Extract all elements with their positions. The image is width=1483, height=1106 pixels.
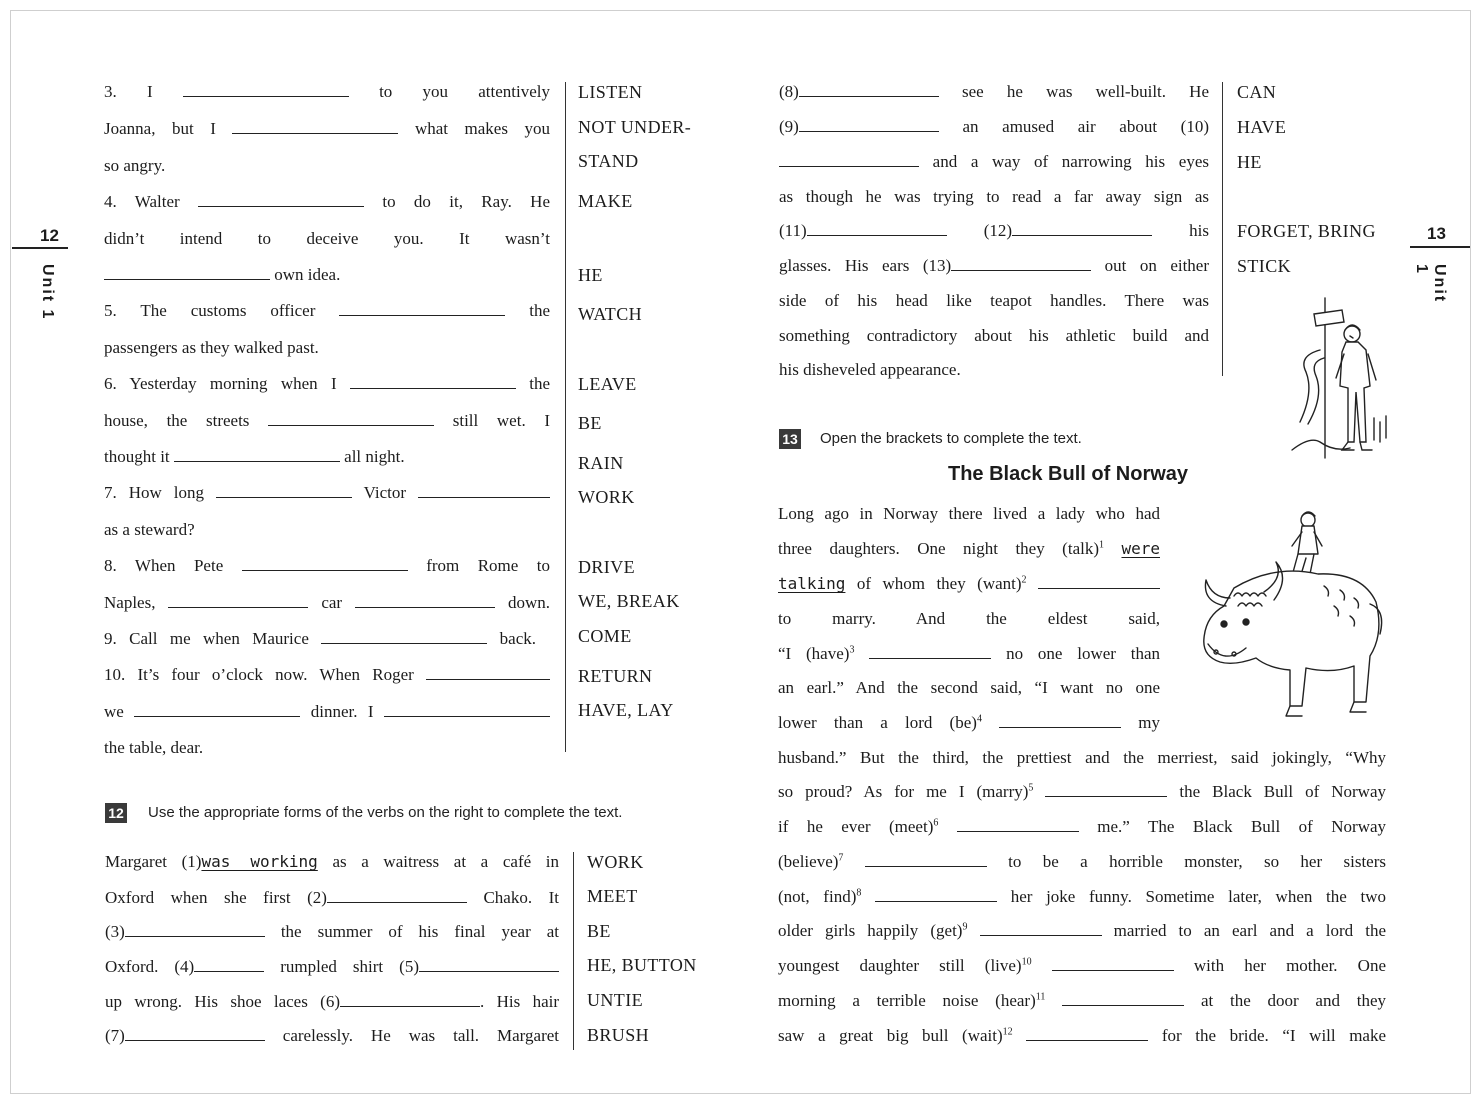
line-4a xyxy=(104,192,550,212)
text: we xyxy=(104,702,124,721)
verb-make: MAKE xyxy=(578,191,633,211)
s-line-14 xyxy=(778,956,1386,976)
text: dinner. I xyxy=(310,702,374,721)
text: morning a terrible noise (hear) xyxy=(778,991,1036,1010)
text: attentively xyxy=(478,82,551,101)
text: my xyxy=(1138,713,1161,732)
s-line-12 xyxy=(778,887,1386,907)
text: thought it xyxy=(104,447,170,466)
text: 3. I xyxy=(104,82,153,101)
line-8a xyxy=(104,556,550,576)
text: down. xyxy=(507,593,551,612)
answer-blank[interactable] xyxy=(232,119,398,134)
s-line-1: Long ago in Norway there lived a lady who had xyxy=(778,504,1160,523)
footnote-marker: 3 xyxy=(849,644,855,656)
verb-leave: LEAVE xyxy=(578,374,637,394)
footnote-marker: 2 xyxy=(1021,574,1027,586)
text: car xyxy=(321,593,343,612)
answer-blank[interactable] xyxy=(198,192,364,207)
verb-untie: UNTIE xyxy=(587,990,643,1010)
verb-have-lay: HAVE, LAY xyxy=(578,700,674,720)
unit-label-right: Unit 1 xyxy=(1413,264,1448,304)
verb-work: WORK xyxy=(578,487,635,507)
text: 10. It’s four o’clock now. When Roger xyxy=(104,665,414,684)
text: married to an earl and a lord the xyxy=(1113,921,1386,940)
text: so proud? As for me I (marry) xyxy=(778,782,1029,801)
line-3c: so angry. xyxy=(104,156,166,175)
answer-blank[interactable] xyxy=(799,82,939,97)
text: (believe) xyxy=(778,852,839,871)
text: saw a great big bull (wait) xyxy=(778,1026,1003,1045)
line-10b xyxy=(104,702,550,722)
line-10a xyxy=(104,665,550,685)
answer-blank[interactable] xyxy=(1045,782,1167,797)
verb-be: BE xyxy=(578,413,602,433)
verb-work: WORK xyxy=(587,852,644,872)
answer-blank[interactable] xyxy=(125,1026,265,1041)
exercise13-number: 13 xyxy=(779,429,801,449)
s-line-10 xyxy=(778,817,1386,837)
r-line-3 xyxy=(779,152,1209,172)
s-line-4: to marry. And the eldest said, xyxy=(778,609,1160,628)
text: 9. Call me when Maurice xyxy=(104,629,309,648)
answer-blank[interactable] xyxy=(174,447,340,462)
text: 8. When Pete xyxy=(104,556,224,575)
answer-blank[interactable] xyxy=(168,593,308,608)
line-7b: as a steward? xyxy=(104,520,195,539)
line-5a xyxy=(104,301,550,321)
answer-blank[interactable] xyxy=(869,644,991,659)
verb-meet: MEET xyxy=(587,886,638,906)
answer-blank[interactable] xyxy=(807,221,947,236)
answer-blank[interactable] xyxy=(980,921,1102,936)
text: if he ever (meet) xyxy=(778,817,934,836)
text: for the bride. “I will make xyxy=(1161,1026,1387,1045)
answer-blank[interactable] xyxy=(1038,574,1160,589)
answer-blank[interactable] xyxy=(799,117,939,132)
answer-blank[interactable] xyxy=(242,556,408,571)
verb-return: RETURN xyxy=(578,666,653,686)
text: 5. The customs officer xyxy=(104,301,316,320)
text: 4. Walter xyxy=(104,192,180,211)
text: own idea. xyxy=(274,265,341,284)
footnote-marker: 8 xyxy=(856,887,862,899)
line-4c xyxy=(104,265,340,285)
text: the xyxy=(529,374,551,393)
text: me.” The Black Bull of Norway xyxy=(1097,817,1387,836)
ex12-line-3 xyxy=(105,922,559,942)
r-line-8: something contradictory about his athletic build and xyxy=(779,326,1209,345)
r-line-1 xyxy=(779,82,1209,102)
text: see he was well-built. He xyxy=(962,82,1209,101)
line-10c: the table, dear. xyxy=(104,738,204,757)
text: no one lower than xyxy=(1006,644,1161,663)
verb-be: BE xyxy=(587,921,611,941)
line-6c xyxy=(104,447,405,467)
text: at the door and they xyxy=(1200,991,1387,1010)
answer-blank[interactable] xyxy=(426,665,550,680)
answer-blank[interactable] xyxy=(134,702,300,717)
text: Naples, xyxy=(104,593,156,612)
s-line-3 xyxy=(778,574,1160,594)
s-line-16 xyxy=(778,1026,1386,1046)
footnote-marker: 9 xyxy=(962,921,968,933)
answer-blank[interactable] xyxy=(183,82,349,97)
answer-blank[interactable] xyxy=(999,713,1121,728)
text: (8) xyxy=(779,82,799,101)
text: back. xyxy=(499,629,536,648)
text: 7. How long xyxy=(104,483,204,502)
text: three daughters. One night they (talk) xyxy=(778,539,1099,558)
page-tab-rule-right xyxy=(1410,246,1470,248)
text: out on either xyxy=(1104,256,1210,275)
text: you xyxy=(422,82,449,101)
answer-blank[interactable] xyxy=(1012,221,1152,236)
verb-brush: BRUSH xyxy=(587,1025,650,1045)
text: glasses. His ears (13) xyxy=(779,256,952,275)
text: house, the streets xyxy=(104,411,250,430)
text: rumpled shirt (5) xyxy=(280,957,419,976)
footnote-marker: 7 xyxy=(838,852,844,864)
verb-not-under: NOT UNDER- xyxy=(578,117,692,137)
footnote-marker: 11 xyxy=(1035,991,1046,1003)
text: Oxford. (4) xyxy=(105,957,195,976)
answer-blank[interactable] xyxy=(875,887,997,902)
answer-blank[interactable] xyxy=(1062,991,1184,1006)
verb-he: HE xyxy=(1237,152,1262,172)
verb-come: COME xyxy=(578,626,632,646)
s-line-7 xyxy=(778,713,1160,733)
text: (9) xyxy=(779,117,799,136)
text: . His hair xyxy=(480,992,560,1011)
line-6b xyxy=(104,411,550,431)
footnote-marker: 12 xyxy=(1002,1026,1013,1038)
text: youngest daughter still (live) xyxy=(778,956,1022,975)
ex12-line-1 xyxy=(105,852,559,872)
s-line-11 xyxy=(778,852,1386,872)
verb-forget-bring: FORGET, BRING xyxy=(1237,221,1376,241)
s-line-15 xyxy=(778,991,1386,1011)
verb-column-divider-left xyxy=(565,82,566,752)
answer-blank[interactable] xyxy=(1052,956,1174,971)
answer-blank[interactable] xyxy=(104,265,270,280)
verb-he-button: HE, BUTTON xyxy=(587,955,697,975)
answer-blank[interactable] xyxy=(216,483,352,498)
text: lower than a lord (be) xyxy=(778,713,977,732)
text: (11) xyxy=(779,221,807,240)
answer-blank[interactable] xyxy=(268,411,434,426)
answer-blank[interactable] xyxy=(418,483,550,498)
text: “I (have) xyxy=(778,644,850,663)
s-line-13 xyxy=(778,921,1386,941)
answer-blank[interactable] xyxy=(384,702,550,717)
text: from Rome to xyxy=(426,556,550,575)
line-8b xyxy=(104,593,550,613)
text: to xyxy=(379,82,393,101)
r-line-7: side of his head like teapot handles. There was xyxy=(779,291,1209,310)
text: the xyxy=(529,301,551,320)
ex12-line-2 xyxy=(105,888,559,908)
answer-blank[interactable] xyxy=(339,301,505,316)
verb-listen: LISTEN xyxy=(578,82,643,102)
text: the summer of his final year at xyxy=(280,922,559,941)
answer-blank[interactable] xyxy=(340,992,480,1007)
unit-label-left: Unit 1 xyxy=(39,264,56,321)
text: her joke funny. Sometime later, when the two xyxy=(1010,887,1386,906)
text: his xyxy=(1189,221,1209,240)
verb-can: CAN xyxy=(1237,82,1277,102)
line-3b xyxy=(104,119,550,139)
answer-blank[interactable] xyxy=(419,957,559,972)
text: Joanna, but I xyxy=(104,119,216,138)
exercise12-instruction: Use the appropriate forms of the verbs on the right to complete the text. xyxy=(148,804,623,821)
answer-blank[interactable] xyxy=(321,629,487,644)
ex12-line-5 xyxy=(105,992,559,1012)
s-line-8: husband.” But the third, the prettiest and the merriest, said jokingly, “Why xyxy=(778,748,1386,767)
page-tab-rule-left xyxy=(12,247,68,249)
footnote-marker: 5 xyxy=(1028,782,1034,794)
line-3a xyxy=(104,82,550,102)
text: Oxford when she first (2) xyxy=(105,888,327,907)
answer-blank[interactable] xyxy=(194,957,264,972)
verb-column-divider-ex12 xyxy=(573,852,574,1050)
footnote-marker: 4 xyxy=(976,713,982,725)
ex12-line-6 xyxy=(105,1026,559,1046)
text: (3) xyxy=(105,922,125,941)
verb-rain: RAIN xyxy=(578,453,624,473)
verb-he: HE xyxy=(578,265,603,285)
line-9 xyxy=(104,629,536,649)
answer-blank[interactable] xyxy=(1026,1026,1148,1041)
r-line-2 xyxy=(779,117,1209,137)
text: of whom they (want) xyxy=(856,574,1022,593)
answer-blank[interactable] xyxy=(957,817,1079,832)
page-number-left: 12 xyxy=(40,226,59,245)
answer-blank[interactable] xyxy=(125,922,265,937)
line-4b: didn’t intend to deceive you. It wasn’t xyxy=(104,229,550,248)
page-number-right: 13 xyxy=(1427,224,1446,243)
answer-blank[interactable] xyxy=(350,374,516,389)
line-6a xyxy=(104,374,550,394)
verb-stick: STICK xyxy=(1237,256,1292,276)
text: Chako. It xyxy=(483,888,559,907)
verb-column-divider-right xyxy=(1222,82,1223,376)
r-line-5 xyxy=(779,221,1209,241)
text: what makes you xyxy=(414,119,551,138)
girl-riding-bull-illustration xyxy=(1194,506,1388,722)
text: Victor xyxy=(363,483,407,502)
verb-have: HAVE xyxy=(1237,117,1287,137)
exercise13-instruction: Open the brackets to complete the text. xyxy=(820,430,1082,447)
answer-blank[interactable] xyxy=(779,152,919,167)
footnote-marker: 10 xyxy=(1021,956,1032,968)
text: still wet. I xyxy=(452,411,551,430)
text: to do it, Ray. He xyxy=(382,192,550,211)
text: Margaret (1) xyxy=(105,852,202,871)
text: older girls happily (get) xyxy=(778,921,963,940)
text: 6. Yesterday morning when I xyxy=(104,374,337,393)
text: the Black Bull of Norway xyxy=(1179,782,1387,801)
ex12-line-4 xyxy=(105,957,559,977)
footnote-marker: 6 xyxy=(933,817,939,829)
text: up wrong. His shoe laces (6) xyxy=(105,992,341,1011)
verb-drive: DRIVE xyxy=(578,557,635,577)
handwritten-answer: was working xyxy=(201,852,318,871)
story-title: The Black Bull of Norway xyxy=(948,463,1189,485)
handwritten-answer: talking xyxy=(778,574,846,593)
text: (7) xyxy=(105,1026,125,1045)
s-line-9 xyxy=(778,782,1386,802)
answer-blank[interactable] xyxy=(355,593,495,608)
r-line-6 xyxy=(779,256,1209,276)
exercise12-number: 12 xyxy=(105,803,127,823)
answer-blank[interactable] xyxy=(951,256,1091,271)
text: as a waitress at a café in xyxy=(332,852,560,871)
r-line-9: his disheveled appearance. xyxy=(779,360,961,379)
text: with her mother. One xyxy=(1193,956,1387,975)
s-line-2 xyxy=(778,539,1160,559)
line-7a xyxy=(104,483,550,503)
s-line-6: an earl.” And the second said, “I want no one xyxy=(778,678,1160,697)
text: all night. xyxy=(344,447,405,466)
verb-stand: STAND xyxy=(578,151,639,171)
text: to be a horrible monster, so her sisters xyxy=(1008,852,1387,871)
handwritten-answer: were xyxy=(1121,539,1160,558)
answer-blank[interactable] xyxy=(327,888,467,903)
verb-watch: WATCH xyxy=(578,304,642,324)
verb-we-break: WE, BREAK xyxy=(578,591,680,611)
line-5b: passengers as they walked past. xyxy=(104,338,319,357)
man-at-signpost-illustration xyxy=(1290,292,1394,464)
text: (12) xyxy=(983,221,1013,240)
text: carelessly. He was tall. Margaret xyxy=(282,1026,560,1045)
answer-blank[interactable] xyxy=(865,852,987,867)
text: (not, find) xyxy=(778,887,857,906)
text: an amused air about (10) xyxy=(962,117,1210,136)
footnote-marker: 1 xyxy=(1099,539,1104,551)
s-line-5 xyxy=(778,644,1160,664)
text: and a way of narrowing his eyes xyxy=(932,152,1210,171)
r-line-4: as though he was trying to read a far away sign as xyxy=(779,187,1209,206)
